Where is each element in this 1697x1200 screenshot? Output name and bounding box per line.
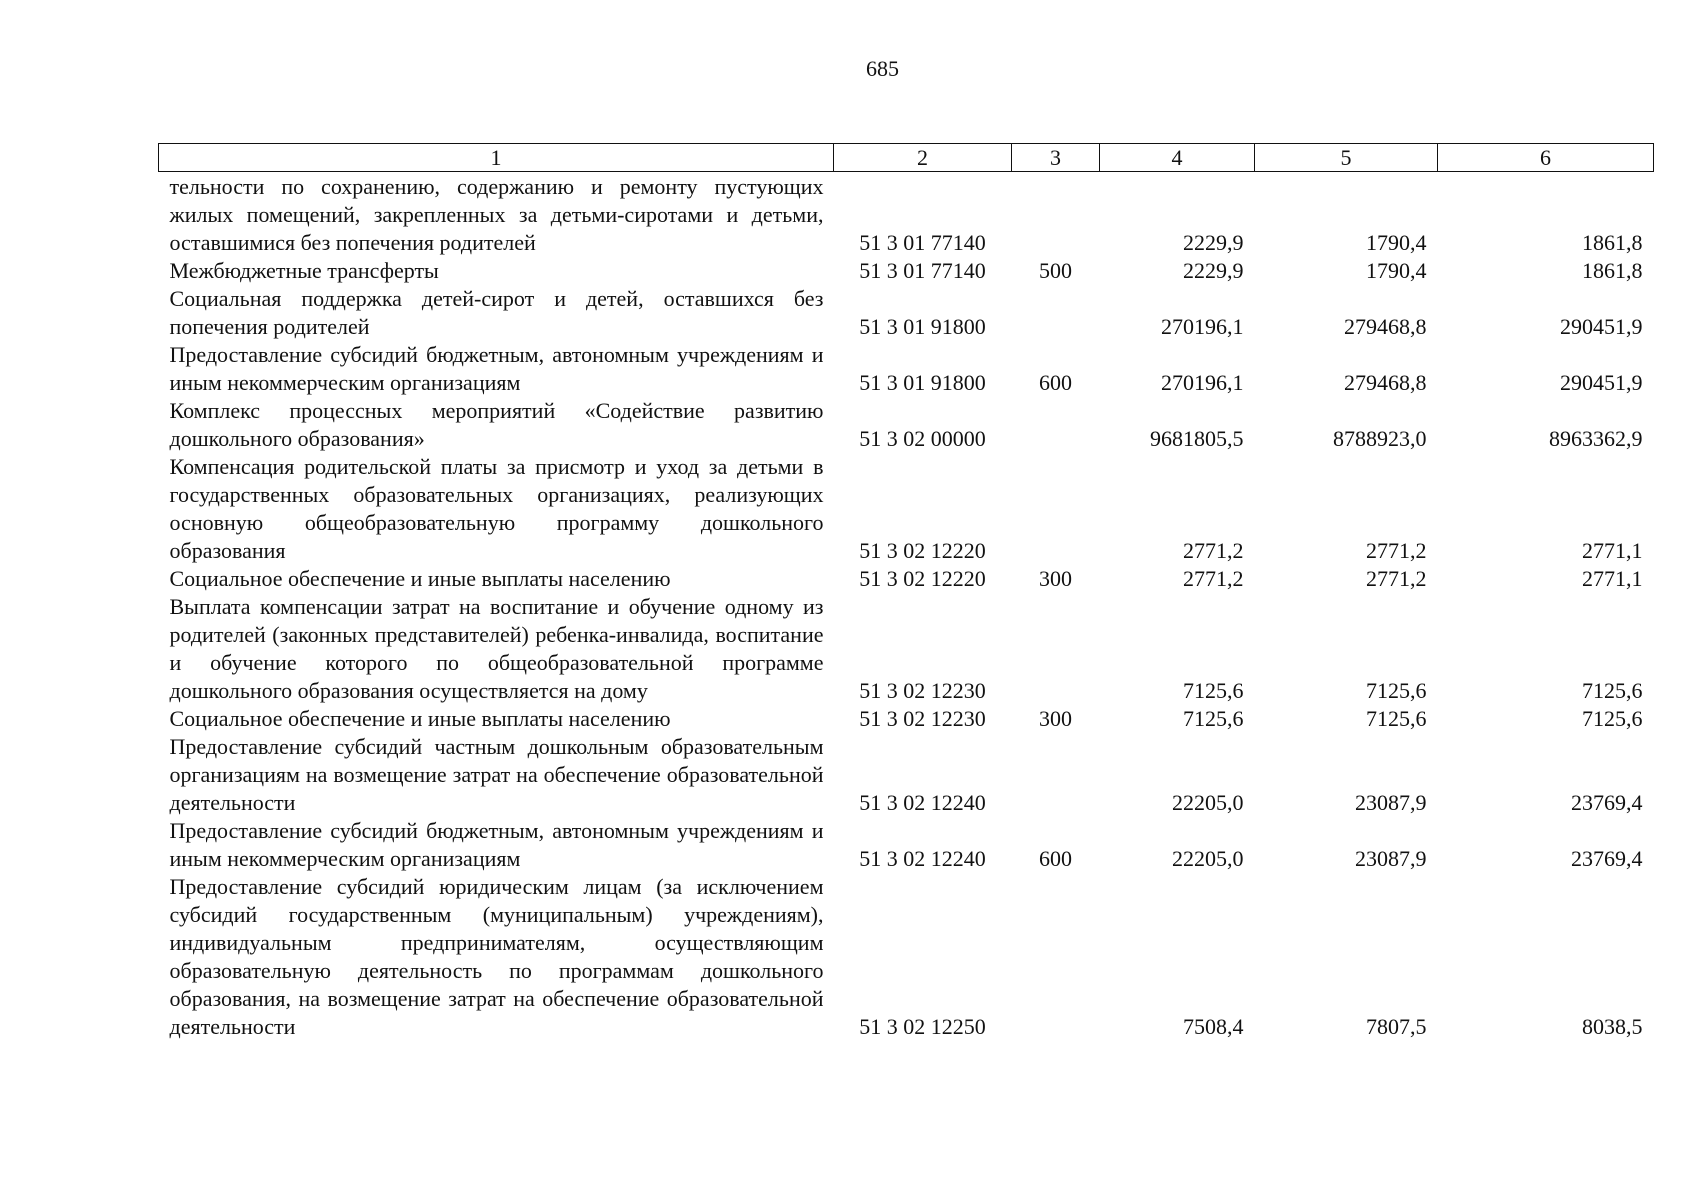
table-row <box>159 593 1654 705</box>
row-expense-type-cell <box>1012 285 1100 341</box>
column-header-4: 4 <box>1100 144 1255 172</box>
row-value-col4-cell: 7125,6 <box>1183 678 1244 703</box>
row-value-col6-cell: 290451,9 <box>1560 370 1643 395</box>
row-expense-type-cell: 600 <box>1039 370 1072 395</box>
row-value-col6-cell: 1861,8 <box>1582 258 1643 283</box>
row-name-cell: Межбюджетные трансферты <box>169 258 439 283</box>
row-value-col6-cell: 2771,1 <box>1582 566 1643 591</box>
table-row <box>159 341 1654 397</box>
row-value-col5-cell: 7125,6 <box>1366 706 1427 731</box>
page-number: 685 <box>866 56 899 81</box>
row-name-cell: Предоставление субсидий юридическим лицам (за исключением субсидий государственным (муниципальным) учреждениям), индивидуальным предпринимателям, осуществляющим образовательную деятельность по программам дошкольного образования, на возмещение затрат на обеспечение образовательной деятельности <box>169 874 824 1039</box>
row-value-col6-cell: 2771,1 <box>1582 538 1643 563</box>
row-code-cell: 51 3 01 77140 <box>859 230 986 255</box>
table-row <box>159 705 1654 733</box>
row-expense-type-cell: 300 <box>1039 706 1072 731</box>
row-expense-type-cell <box>1012 593 1100 705</box>
budget-table <box>158 143 1654 1041</box>
row-value-col6-cell: 8038,5 <box>1582 1014 1643 1039</box>
row-name-cell: Социальная поддержка детей-сирот и детей, оставшихся без попечения родителей <box>169 286 824 339</box>
row-value-col6-cell: 23769,4 <box>1571 846 1643 871</box>
row-value-col4-cell: 270196,1 <box>1161 314 1244 339</box>
row-expense-type-cell <box>1012 397 1100 453</box>
column-header-3: 3 <box>1012 144 1100 172</box>
row-value-col6-cell: 290451,9 <box>1560 314 1643 339</box>
row-value-col4-cell: 7125,6 <box>1183 706 1244 731</box>
table-row <box>159 733 1654 817</box>
row-value-col6-cell: 1861,8 <box>1582 230 1643 255</box>
row-expense-type-cell: 500 <box>1039 258 1072 283</box>
row-value-col4-cell: 2771,2 <box>1183 538 1244 563</box>
row-expense-type-cell <box>1012 873 1100 1041</box>
row-name-cell: Предоставление субсидий частным дошкольным образовательным организациям на возмещение затрат на обеспечение образовательной деятельности <box>169 734 824 815</box>
table-row <box>159 817 1654 873</box>
row-value-col4-cell: 2771,2 <box>1183 566 1244 591</box>
row-name-cell: Социальное обеспечение и иные выплаты населению <box>169 706 671 731</box>
table-row <box>159 172 1654 258</box>
row-expense-type-cell <box>1012 453 1100 565</box>
row-value-col5-cell: 2771,2 <box>1366 538 1427 563</box>
table-row <box>159 873 1654 1041</box>
row-name-cell: Социальное обеспечение и иные выплаты населению <box>169 566 671 591</box>
row-value-col5-cell: 279468,8 <box>1344 370 1427 395</box>
row-value-col4-cell: 270196,1 <box>1161 370 1244 395</box>
column-header-1: 1 <box>159 144 834 172</box>
row-code-cell: 51 3 02 12220 <box>859 538 986 563</box>
row-value-col4-cell: 2229,9 <box>1183 230 1244 255</box>
row-code-cell: 51 3 01 91800 <box>859 370 986 395</box>
table-body <box>159 172 1654 1042</box>
row-code-cell: 51 3 02 12230 <box>859 706 986 731</box>
row-value-col6-cell: 23769,4 <box>1571 790 1643 815</box>
row-name-cell: Комплекс процессных мероприятий «Содействие развитию дошкольного образования» <box>169 398 824 451</box>
row-code-cell: 51 3 02 00000 <box>859 426 986 451</box>
row-value-col5-cell: 2771,2 <box>1366 566 1427 591</box>
column-header-2: 2 <box>834 144 1012 172</box>
row-code-cell: 51 3 02 12250 <box>859 1014 986 1039</box>
row-value-col5-cell: 1790,4 <box>1366 230 1427 255</box>
row-code-cell: 51 3 02 12240 <box>859 846 986 871</box>
row-value-col5-cell: 23087,9 <box>1355 790 1427 815</box>
row-code-cell: 51 3 01 91800 <box>859 314 986 339</box>
row-code-cell: 51 3 02 12230 <box>859 678 986 703</box>
row-value-col6-cell: 7125,6 <box>1582 706 1643 731</box>
row-value-col5-cell: 8788923,0 <box>1333 426 1427 451</box>
row-value-col4-cell: 22205,0 <box>1172 790 1244 815</box>
table-row <box>159 565 1654 593</box>
column-number-header-row <box>159 144 1654 172</box>
table-row <box>159 453 1654 565</box>
row-expense-type-cell: 300 <box>1039 566 1072 591</box>
row-value-col5-cell: 1790,4 <box>1366 258 1427 283</box>
row-value-col6-cell: 8963362,9 <box>1549 426 1643 451</box>
row-value-col5-cell: 7125,6 <box>1366 678 1427 703</box>
row-code-cell: 51 3 01 77140 <box>859 258 986 283</box>
table-row <box>159 257 1654 285</box>
row-value-col4-cell: 22205,0 <box>1172 846 1244 871</box>
row-value-col5-cell: 23087,9 <box>1355 846 1427 871</box>
row-value-col5-cell: 7807,5 <box>1366 1014 1427 1039</box>
row-expense-type-cell: 600 <box>1039 846 1072 871</box>
row-code-cell: 51 3 02 12240 <box>859 790 986 815</box>
row-value-col4-cell: 7508,4 <box>1183 1014 1244 1039</box>
row-name-cell: Выплата компенсации затрат на воспитание и обучение одному из родителей (законных представителей) ребенка-инвалида, воспитание и обучение которого по общеобразовательной программе дошкольного образования осуществляется на дому <box>169 594 824 703</box>
column-header-5: 5 <box>1255 144 1438 172</box>
column-header-6: 6 <box>1438 144 1654 172</box>
row-name-cell: Компенсация родительской платы за присмотр и уход за детьми в государственных образовательных организациях, реализующих основную общеобразовательную программу дошкольного образования <box>169 454 824 563</box>
row-name-cell: Предоставление субсидий бюджетным, автономным учреждениям и иным некоммерческим организациям <box>169 818 824 871</box>
row-name-cell: тельности по сохранению, содержанию и ремонту пустующих жилых помещений, закрепленных за детьми-сиротами и детьми, оставшимися без попечения родителей <box>169 174 824 255</box>
row-name-cell: Предоставление субсидий бюджетным, автономным учреждениям и иным некоммерческим организациям <box>169 342 824 395</box>
row-value-col6-cell: 7125,6 <box>1582 678 1643 703</box>
row-expense-type-cell <box>1012 172 1100 258</box>
row-value-col5-cell: 279468,8 <box>1344 314 1427 339</box>
row-expense-type-cell <box>1012 733 1100 817</box>
row-code-cell: 51 3 02 12220 <box>859 566 986 591</box>
table-row <box>159 285 1654 341</box>
table-row <box>159 397 1654 453</box>
row-value-col4-cell: 2229,9 <box>1183 258 1244 283</box>
row-value-col4-cell: 9681805,5 <box>1150 426 1244 451</box>
